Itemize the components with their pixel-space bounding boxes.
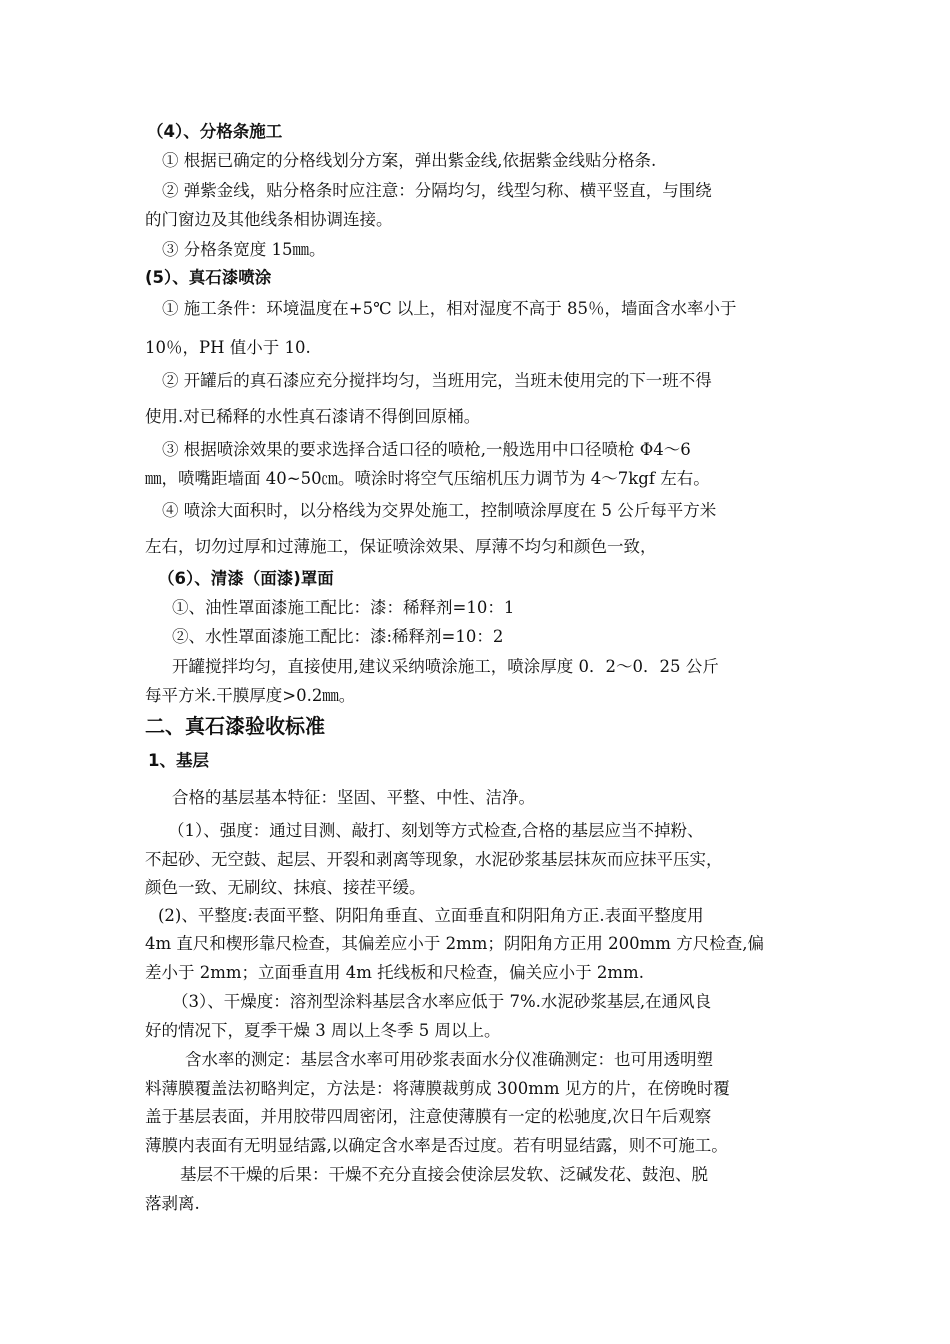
paragraph-line: 使用.对已稀释的水性真石漆请不得倒回原桶。 (145, 407, 481, 426)
paragraph-line: 的门窗边及其他线条相协调连接。 (145, 210, 393, 229)
subheading-base-layer: 1、基层 (148, 751, 209, 770)
paragraph-line: 薄膜内表面有无明显结露,以确定含水率是否过度。若有明显结露，则不可施工。 (145, 1136, 728, 1155)
paragraph-line: ① 根据已确定的分格线划分方案，弹出紫金线,依据紫金线贴分格条. (162, 151, 657, 170)
paragraph-line: （1）、强度：通过目测、敲打、刻划等方式检查,合格的基层应当不掉粉、 (168, 821, 704, 840)
heading-divider-strip-construction: （4）、分格条施工 (147, 122, 283, 141)
heading-real-stone-spraying: (5）、真石漆喷涂 (145, 268, 272, 287)
paragraph-line: 料薄膜覆盖法初略判定，方法是：将薄膜裁剪成 300mm 见方的片，在傍晚时覆 (145, 1079, 730, 1098)
paragraph-line: 10％，PH 值小于 10. (145, 338, 311, 357)
paragraph-line: 合格的基层基本特征：坚固、平整、中性、洁净。 (172, 788, 535, 807)
paragraph-line: ② 开罐后的真石漆应充分搅拌均匀，当班用完，当班未使用完的下一班不得 (162, 371, 712, 390)
paragraph-line: (2)、平整度:表面平整、阴阳角垂直、立面垂直和阴阳角方正.表面平整度用 (158, 906, 704, 925)
paragraph-line: 好的情况下，夏季干燥 3 周以上冬季 5 周以上。 (145, 1021, 501, 1040)
paragraph-line: ② 弹紫金线，贴分格条时应注意：分隔均匀，线型匀称、横平竖直，与围绕 (162, 181, 712, 200)
paragraph-line: ②、水性罩面漆施工配比：漆:稀释剂=10：2 (172, 627, 504, 646)
paragraph-line: 盖于基层表面，并用胶带四周密闭，注意使薄膜有一定的松驰度,次日午后观察 (145, 1107, 712, 1126)
paragraph-line: ③ 分格条宽度 15㎜。 (162, 240, 326, 259)
paragraph-line: 4m 直尺和楔形靠尺检查，其偏差应小于 2mm；阴阳角方正用 200mm 方尺检查,偏 (145, 934, 764, 953)
paragraph-line: ① 施工条件：环境温度在+5℃ 以上，相对湿度不高于 85％，墙面含水率小于 (162, 299, 737, 318)
paragraph-line: （3）、干燥度：溶剂型涂料基层含水率应低于 7%.水泥砂浆基层,在通风良 (172, 992, 712, 1011)
paragraph-line: 基层不干燥的后果：干燥不充分直接会使涂层发软、泛碱发花、鼓泡、脱 (180, 1165, 708, 1184)
paragraph-line: 不起砂、无空鼓、起层、开裂和剥离等现象，水泥砂浆基层抹灰而应抹平压实， (145, 850, 723, 869)
paragraph-line: ①、油性罩面漆施工配比：漆：稀释剂=10：1 (172, 598, 515, 617)
paragraph-line: ④ 喷涂大面积时，以分格线为交界处施工，控制喷涂厚度在 5 公斤每平方米 (162, 501, 717, 520)
paragraph-line: 每平方米.干膜厚度>0.2㎜。 (145, 686, 356, 705)
paragraph-line: 含水率的测定：基层含水率可用砂浆表面水分仪准确测定：也可用透明塑 (185, 1050, 713, 1069)
section-title-acceptance-standard: 二、真石漆验收标准 (145, 714, 325, 738)
paragraph-line: 颜色一致、无刷纹、抹痕、接茬平缓。 (145, 878, 426, 897)
paragraph-line: ③ 根据喷涂效果的要求选择合适口径的喷枪,一般选用中口径喷枪 Φ4～6 (162, 440, 691, 459)
paragraph-line: 差小于 2mm；立面垂直用 4m 托线板和尺检查，偏关应小于 2mm. (145, 963, 644, 982)
paragraph-line: ㎜，喷嘴距墙面 40~50㎝。喷涂时将空气压缩机压力调节为 4～7kgf 左右。 (145, 469, 710, 488)
heading-clear-coat: （6）、清漆（面漆)罩面 (158, 569, 334, 588)
paragraph-line: 左右，切勿过厚和过薄施工，保证喷涂效果、厚薄不均匀和颜色一致， (145, 537, 657, 556)
paragraph-line: 开罐搅拌均匀，直接使用,建议采纳喷涂施工，喷涂厚度 0．2～0．25 公斤 (172, 657, 719, 676)
paragraph-line: 落剥离. (145, 1194, 200, 1213)
